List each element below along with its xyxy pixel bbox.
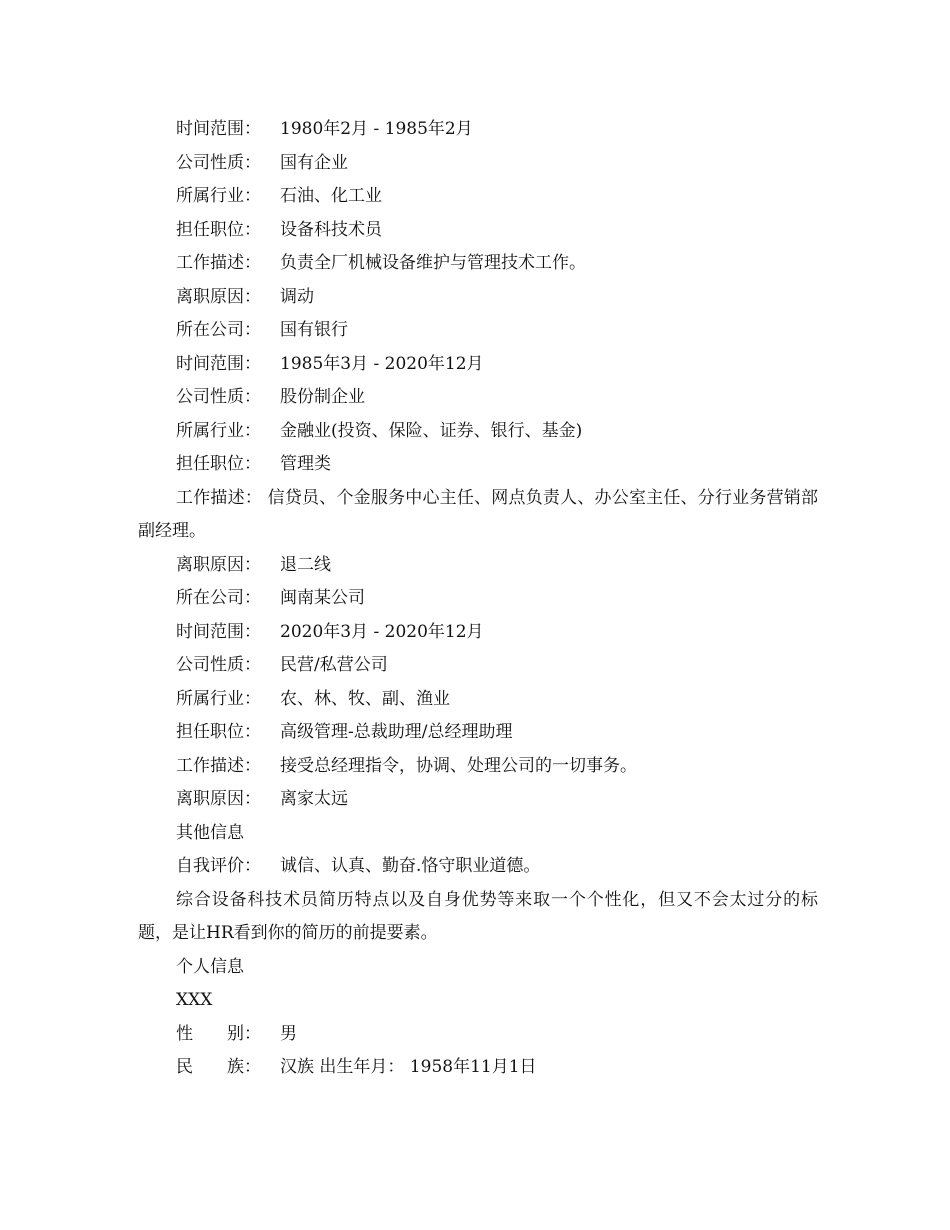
field-value: 设备科技术员 <box>280 219 382 240</box>
job3-position-row <box>138 716 818 750</box>
field-label: 民 族： <box>176 1057 261 1077</box>
job3-desc-row <box>138 750 818 784</box>
other-info-heading: 其他信息 <box>176 822 244 843</box>
job2-nature-row <box>138 381 818 415</box>
field-value: 退二线 <box>280 554 331 575</box>
job1-position-row <box>138 214 818 248</box>
field-value: 男 <box>280 1023 297 1044</box>
name-value: XXX <box>176 990 213 1010</box>
job1-desc-row <box>138 247 818 281</box>
job3-nature-row <box>138 649 818 683</box>
field-value: 股份制企业 <box>280 387 365 407</box>
field-label: 所在公司： <box>176 588 261 608</box>
field-value: 金融业(投资、保险、证券、银行、基金) <box>280 420 583 441</box>
job2-desc-paragraph: 工作描述： 信贷员、个金服务中心主任、网点负责人、办公室主任、分行业务营销部副经理。 <box>138 487 818 541</box>
field-value: 调动 <box>280 286 314 307</box>
job2-position-row <box>138 448 818 482</box>
field-label: 所属行业： <box>176 420 261 441</box>
field-value: 国有银行 <box>280 320 348 340</box>
job2-time-row <box>138 348 818 382</box>
field-value: 管理类 <box>280 454 331 474</box>
field-value: 国有企业 <box>280 152 348 173</box>
field-label: 工作描述： <box>176 755 261 776</box>
job3-time-row <box>138 616 818 650</box>
job1-leave-row <box>138 281 818 315</box>
field-label: 工作描述： <box>176 253 261 273</box>
field-label: 性 别： <box>176 1023 261 1044</box>
job2-industry-row <box>138 415 818 449</box>
field-label: 时间范围： <box>176 621 261 642</box>
field-label: 离职原因： <box>176 554 261 575</box>
field-value: 农、林、牧、副、渔业 <box>280 688 450 709</box>
field-label: 担任职位： <box>176 722 261 742</box>
field-value: 接受总经理指令，协调、处理公司的一切事务。 <box>280 755 637 776</box>
job1-nature-row <box>138 147 818 181</box>
field-label: 担任职位： <box>176 219 261 240</box>
field-value: 2020年3月 - 2020年12月 <box>280 621 484 642</box>
field-value: 石油、化工业 <box>280 186 382 206</box>
field-value: 汉族 出生年月： 1958年11月1日 <box>280 1057 537 1077</box>
job3-company-row <box>138 582 818 616</box>
field-label: 公司性质： <box>176 387 261 407</box>
field-label: 所属行业： <box>176 186 261 206</box>
resume-content <box>138 113 818 1085</box>
field-label: 所属行业： <box>176 688 261 709</box>
gender-row <box>138 1018 818 1052</box>
field-label: 公司性质： <box>176 655 261 675</box>
field-value: 1985年3月 - 2020年12月 <box>280 353 484 374</box>
field-value: 高级管理-总裁助理/总经理助理 <box>280 722 513 742</box>
job2-company-row <box>138 314 818 348</box>
ethnicity-row <box>138 1051 818 1085</box>
job3-industry-row <box>138 683 818 717</box>
field-label: 时间范围： <box>176 353 261 374</box>
field-value: 闽南某公司 <box>280 588 365 608</box>
job1-time-row <box>138 113 818 147</box>
job2-leave-row <box>138 549 818 583</box>
field-label: 时间范围： <box>176 119 261 139</box>
field-label: 所在公司： <box>176 320 261 340</box>
field-label: 离职原因： <box>176 286 261 307</box>
field-value: 诚信、认真、勤奋.恪守职业道德。 <box>280 856 541 876</box>
summary-paragraph: 综合设备科技术员简历特点以及自身优势等来取一个个性化，但又不会太过分的标题，是让HR看到你的简历的前提要素。 <box>138 889 818 943</box>
field-label: 公司性质： <box>176 152 261 173</box>
field-value: 民营/私营公司 <box>280 655 388 675</box>
field-label: 担任职位： <box>176 454 261 474</box>
field-value: 负责全厂机械设备维护与管理技术工作。 <box>280 253 586 273</box>
job3-leave-row <box>138 783 818 817</box>
field-label: 离职原因： <box>176 789 261 809</box>
job1-industry-row <box>138 180 818 214</box>
personal-info-heading: 个人信息 <box>176 956 244 977</box>
field-label: 自我评价： <box>176 856 261 876</box>
self-eval-row <box>138 850 818 884</box>
field-value: 离家太远 <box>280 789 348 809</box>
field-value: 1980年2月 - 1985年2月 <box>280 119 473 139</box>
